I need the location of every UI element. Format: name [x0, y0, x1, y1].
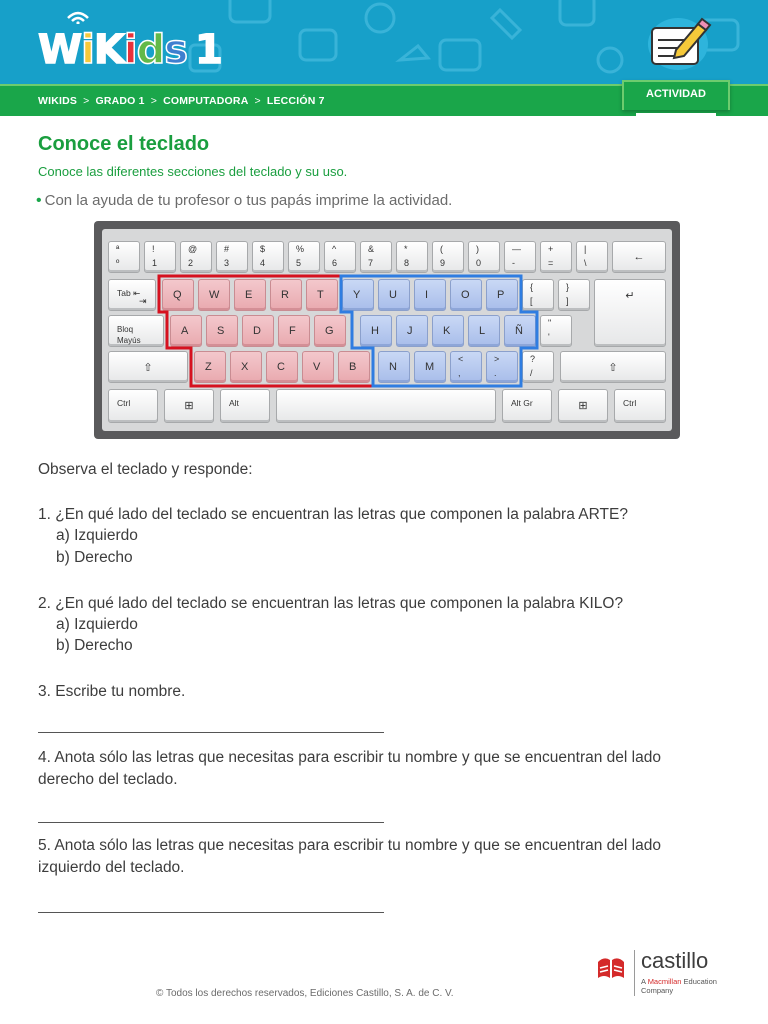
key-w: W — [198, 279, 230, 311]
key-q: Q — [162, 279, 194, 311]
key-backslash: | \ — [576, 241, 608, 273]
key-9: ( 9 — [432, 241, 464, 273]
key-o: O — [450, 279, 482, 311]
breadcrumb-separator: > — [150, 95, 158, 107]
key-z: Z — [194, 351, 226, 383]
key-b: B — [338, 351, 370, 383]
key-comma: < , — [450, 351, 482, 383]
question-5-line-1: 5. Anota sólo las letras que necesitas para escribir tu nombre y que se encuentran del lado — [38, 837, 661, 854]
castillo-brand: castillo — [641, 948, 709, 973]
question-4-line-1: 4. Anota sólo las letras que necesitas para escribir tu nombre y que se encuentran del lado — [38, 749, 661, 766]
key-f: F — [278, 315, 310, 347]
key-r: R — [270, 279, 302, 311]
key-h: H — [360, 315, 392, 347]
key-s: S — [206, 315, 238, 347]
question-3: 3. Escribe tu nombre. — [38, 683, 186, 700]
question-1-option-b[interactable]: b) Derecho — [56, 549, 133, 566]
key-8: * 8 — [396, 241, 428, 273]
key-enter: ↵ — [594, 279, 666, 347]
question-4-line-2: derecho del teclado. — [38, 771, 178, 788]
key-k: K — [432, 315, 464, 347]
logo-divider — [634, 950, 635, 996]
breadcrumb-item-leccion[interactable]: LECCIÓN 7 — [266, 95, 325, 107]
key-right-shift: ⇧ — [560, 351, 666, 383]
key-t: T — [306, 279, 338, 311]
key-2: @ 2 — [180, 241, 212, 273]
breadcrumb — [38, 95, 325, 107]
question-5-line-2: izquierdo del teclado. — [38, 859, 185, 876]
key-e: E — [234, 279, 266, 311]
activity-pencil-icon — [642, 10, 712, 74]
key-x: X — [230, 351, 262, 383]
key-alt-gr: Alt Gr — [502, 389, 552, 423]
key-minus: — - — [504, 241, 536, 273]
key-quote: " ' — [540, 315, 572, 347]
question-2-option-a[interactable]: a) Izquierdo — [56, 616, 138, 633]
castillo-tagline: A Macmillan Education Company — [641, 977, 717, 995]
key-backspace: ← — [612, 241, 666, 273]
key-l: L — [468, 315, 500, 347]
breadcrumb-separator: > — [254, 95, 261, 107]
key-j: J — [396, 315, 428, 347]
key-5: % 5 — [288, 241, 320, 273]
page-title: Conoce el teclado — [38, 133, 210, 155]
castillo-mark-icon — [596, 954, 626, 980]
question-1-option-a[interactable]: a) Izquierdo — [56, 527, 138, 544]
key-enye: Ñ — [504, 315, 536, 347]
key-left-windows: ⊞ — [164, 389, 214, 423]
key-3: # 3 — [216, 241, 248, 273]
question-1: 1. ¿En qué lado del teclado se encuentran las letras que componen la palabra ARTE? — [38, 506, 628, 523]
key-open-brace: { [ — [522, 279, 554, 311]
key-g: G — [314, 315, 346, 347]
key-c: C — [266, 351, 298, 383]
castillo-logo — [596, 948, 736, 1000]
key-right-ctrl: Ctrl — [614, 389, 666, 423]
keyboard-body — [102, 229, 672, 431]
key-d: D — [242, 315, 274, 347]
key-y: Y — [342, 279, 374, 311]
key-n: N — [378, 351, 410, 383]
key-caps-lock: Bloq Mayús — [108, 315, 164, 347]
key-i: I — [414, 279, 446, 311]
question-2: 2. ¿En qué lado del teclado se encuentran las letras que componen la palabra KILO? — [38, 595, 624, 612]
page-subtitle: Conoce las diferentes secciones del teclado y su uso. — [38, 164, 348, 179]
header-banner — [0, 0, 768, 84]
answer-line-3[interactable] — [38, 732, 384, 733]
key-4: $ 4 — [252, 241, 284, 273]
instruction — [36, 192, 452, 210]
key-v: V — [302, 351, 334, 383]
grade-number: 1 — [195, 27, 222, 73]
key-p: P — [486, 279, 518, 311]
instruction-text: Con la ayuda de tu profesor o tus papás imprime la actividad. — [44, 192, 453, 209]
wikids-logo: W i K i d s 1 — [38, 27, 222, 73]
keyboard-illustration — [94, 221, 680, 439]
key-equals: + = — [540, 241, 572, 273]
key-left-ctrl: Ctrl — [108, 389, 158, 423]
key-7: & 7 — [360, 241, 392, 273]
key-left-shift: ⇧ — [108, 351, 188, 383]
answer-line-4[interactable] — [38, 822, 384, 823]
question-2-option-b[interactable]: b) Derecho — [56, 637, 133, 654]
key-6: ^ 6 — [324, 241, 356, 273]
key-slash: ? / — [522, 351, 554, 383]
key-close-brace: } ] — [558, 279, 590, 311]
key-0: ) 0 — [468, 241, 500, 273]
key-backtick: ª º — [108, 241, 140, 273]
key-tab: Tab ⇤ ⇥ — [108, 279, 156, 311]
breadcrumb-item-computadora[interactable]: COMPUTADORA — [163, 95, 249, 107]
questions-intro: Observa el teclado y responde: — [38, 461, 253, 478]
key-a: A — [170, 315, 202, 347]
breadcrumb-item-wikids[interactable]: WIKIDS — [38, 95, 78, 107]
key-1: ! 1 — [144, 241, 176, 273]
copyright-notice: © Todos los derechos reservados, Ediciones Castillo, S. A. de C. V. — [156, 988, 454, 999]
bullet-icon: • — [36, 192, 42, 209]
key-space — [276, 389, 496, 423]
key-u: U — [378, 279, 410, 311]
breadcrumb-item-grado[interactable]: GRADO 1 — [95, 95, 145, 107]
activity-tab[interactable]: ACTIVIDAD — [622, 80, 730, 110]
key-left-alt: Alt — [220, 389, 270, 423]
answer-line-5[interactable] — [38, 912, 384, 913]
key-period: > . — [486, 351, 518, 383]
key-right-windows: ⊞ — [558, 389, 608, 423]
breadcrumb-separator: > — [83, 95, 90, 107]
key-m: M — [414, 351, 446, 383]
